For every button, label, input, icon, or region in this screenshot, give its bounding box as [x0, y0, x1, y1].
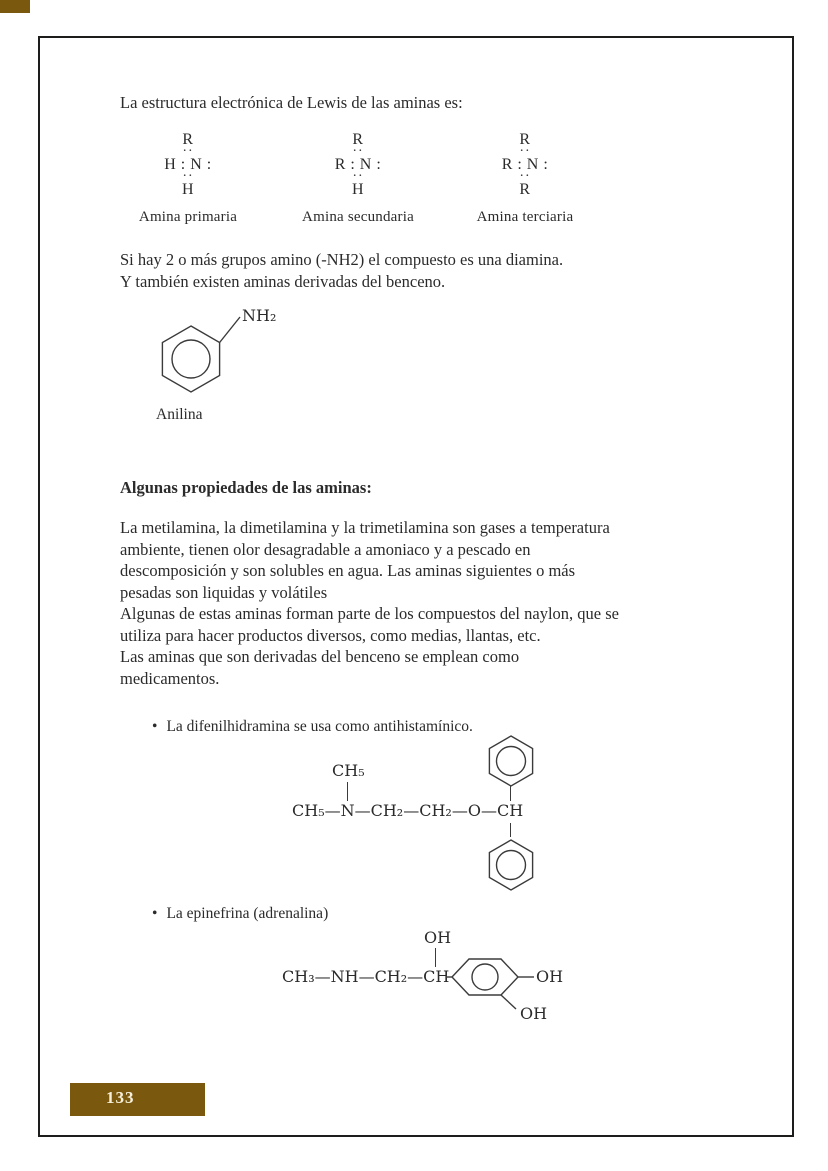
lewis-structure-secondary — [273, 131, 443, 226]
lewis-row: R — [182, 131, 194, 148]
lone-pair-dots: ·· — [182, 144, 194, 159]
methyl-group: CH₅ — [332, 761, 365, 780]
lone-pair-dots: ·· — [352, 144, 364, 159]
section-heading: Algunas propiedades de las aminas: — [120, 478, 372, 497]
bullet-icon: • — [152, 905, 158, 922]
bullet-text: La difenilhidramina se usa como antihistamínico. — [166, 718, 473, 735]
bond-line — [510, 823, 511, 837]
lewis-row: R : N : — [501, 156, 549, 173]
lone-pair-dots: ·· — [182, 169, 194, 184]
paragraph-line: Y también existen aminas derivadas del benceno. — [120, 271, 446, 291]
lewis-row: H : N : — [164, 156, 212, 173]
paragraph-line: La metilamina, la dimetilamina y la trimetilamina son gases a temperatura — [120, 518, 610, 537]
lewis-row: H — [181, 181, 195, 198]
bullet-epinefrina — [152, 904, 328, 924]
paragraph-line: medicamentos. — [120, 668, 220, 688]
difenhidramina-structure — [258, 733, 568, 898]
lewis-row: H — [351, 181, 365, 198]
hydroxyl-bottom: OH — [520, 1004, 548, 1023]
page-number: 133 — [106, 1088, 135, 1107]
paragraph-line: Si hay 2 o más grupos amino (-NH2) el compuesto es una diamina. — [120, 250, 564, 269]
anilina-structure — [146, 302, 376, 427]
paragraph-line: pesadas son liquidas y volátiles — [120, 582, 328, 602]
benzene-ring — [481, 837, 541, 893]
formula-chain: CH₅—N—CH₂—CH₂—O—CH — [292, 801, 524, 820]
paragraph-diamine — [120, 249, 563, 292]
lone-pair-dots: ·· — [519, 169, 531, 184]
bond-line — [347, 782, 348, 801]
lewis-row: R — [352, 131, 364, 148]
nh2-substituent: NH₂ — [242, 306, 277, 325]
lewis-row: R : N : — [334, 156, 382, 173]
paragraph-properties — [120, 517, 619, 689]
hydroxyl-top: OH — [424, 928, 452, 947]
anilina-label: Anilina — [156, 406, 203, 423]
bond-line — [510, 786, 511, 801]
paragraph-line: Las aminas que son derivadas del benceno se emplean como — [120, 647, 520, 666]
lewis-label: Amina terciaria — [476, 209, 574, 225]
bond-line — [435, 948, 436, 967]
hydroxyl-right: OH — [536, 967, 564, 986]
paragraph-line: descomposición y son solubles en agua. Las aminas siguientes o más — [120, 561, 576, 580]
paragraph-line: Algunas de estas aminas forman parte de los compuestos del naylon, que se — [120, 604, 619, 623]
lone-pair-dots: ·· — [352, 169, 364, 184]
lewis-label: Amina secundaria — [302, 209, 414, 225]
epinefrina-structure — [282, 928, 612, 1038]
lone-pair-dots: ·· — [519, 144, 531, 159]
benzene-ring — [481, 733, 541, 789]
page-number-box — [70, 1083, 205, 1116]
lewis-label: Amina primaria — [138, 209, 238, 225]
bullet-text: La epinefrina (adrenalina) — [166, 905, 329, 922]
paragraph-line: ambiente, tienen olor desagradable a amoniaco y a pescado en — [120, 539, 531, 559]
lewis-row: R — [519, 131, 531, 148]
lewis-row: R — [519, 181, 531, 198]
paragraph-line: utiliza para hacer productos diversos, como medias, llantas, etc. — [120, 625, 541, 645]
lewis-structure-tertiary — [440, 131, 610, 226]
lewis-structure-primary — [118, 131, 258, 226]
corner-mark — [0, 0, 30, 13]
formula-chain: CH₃—NH—CH₂—CH — [282, 967, 450, 986]
bullet-icon: • — [152, 718, 158, 735]
intro-text: La estructura electrónica de Lewis de las aminas es: — [120, 93, 463, 112]
